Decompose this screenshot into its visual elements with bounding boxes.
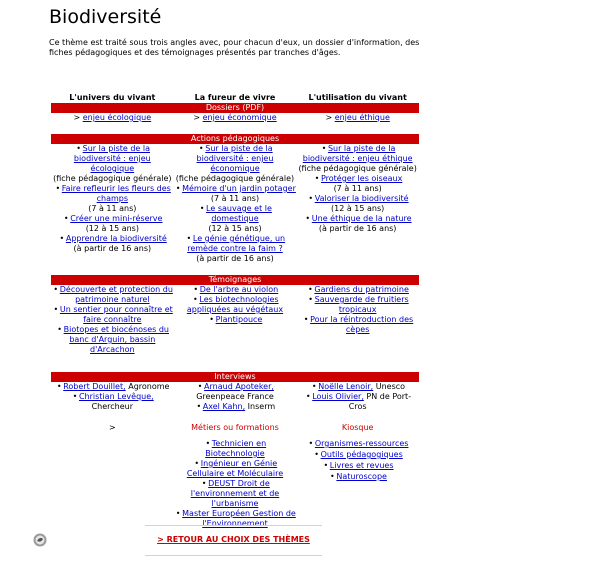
age-range: (12 à 15 ans) [331, 204, 385, 213]
globe-logo-icon [33, 533, 47, 547]
action-link[interactable]: Créer une mini-réserve [70, 214, 163, 223]
bullet-icon: • [63, 214, 69, 223]
action-link[interactable]: Sur la piste de la biodiversité : enjeu éthique [302, 144, 413, 163]
interviews-col-3 [296, 382, 419, 412]
list-item [296, 315, 419, 335]
list-link[interactable]: Master Européen Gestion de l'Environnement [182, 509, 296, 528]
dossier-cell-1: > enjeu écologique [73, 113, 152, 122]
age-range: (7 à 11 ans) [333, 184, 382, 193]
interview-link[interactable]: Axel Kahn, [202, 402, 246, 411]
bullet-icon: • [193, 295, 198, 304]
bullet-icon: • [55, 184, 61, 193]
list-link[interactable]: Sauvegarde de fruitiers tropicaux [314, 295, 409, 314]
interview-item [174, 382, 297, 402]
age-range: (à partir de 16 ans) [73, 244, 152, 253]
bullet-icon: • [205, 439, 211, 448]
age-range: (fiche pédagogique générale) [53, 174, 172, 183]
bullet-icon: • [198, 144, 204, 153]
bullet-icon: • [194, 459, 200, 468]
bullet-icon: • [314, 174, 320, 183]
bullet-icon: • [197, 382, 203, 391]
theme-table [51, 93, 419, 529]
action-item [296, 214, 419, 224]
action-link[interactable]: Le sauvage et le domestique [206, 204, 272, 223]
bullet-icon: • [175, 184, 181, 193]
action-item [51, 214, 174, 224]
list-link[interactable]: Plantipouce [215, 315, 263, 324]
interview-role: Greenpeace France [196, 392, 274, 401]
bullet-icon: • [56, 382, 62, 391]
list-link[interactable]: Gardiens du patrimoine [314, 285, 409, 294]
action-item [174, 204, 297, 224]
list-item [296, 461, 419, 471]
action-link[interactable]: Sur la piste de la biodiversité : enjeu économique [196, 144, 274, 173]
action-link[interactable]: Valoriser la biodiversité [314, 194, 409, 203]
retour-link[interactable]: > RETOUR AU CHOIX DES THÈMES [157, 535, 310, 544]
list-link[interactable]: Découverte et protection du patrimoine naturel [59, 285, 173, 304]
bullet-icon: • [193, 285, 199, 294]
bullet-icon: • [308, 439, 314, 448]
interviews-col-2 [174, 382, 297, 412]
bullet-icon: • [308, 194, 314, 203]
action-item [174, 234, 297, 254]
bullet-icon: • [59, 234, 65, 243]
interview-link[interactable]: Louis Olivier, [312, 392, 364, 401]
bullet-icon: • [209, 315, 214, 324]
list-link[interactable]: Un sentier pour connaître et faire connaître [59, 305, 173, 324]
bullet-icon: • [57, 325, 62, 334]
bullet-icon: • [303, 315, 309, 324]
list-item [296, 472, 419, 482]
column-heading-utilisation: L'utilisation du vivant [308, 93, 407, 102]
footer-divider-top [145, 525, 322, 526]
bullet-icon: • [175, 509, 181, 518]
list-link[interactable]: Ingénieur en Génie Cellulaire et Moléculaire [186, 459, 284, 478]
bullet-icon: • [305, 392, 311, 401]
bullet-icon: • [53, 285, 59, 294]
age-range: (7 à 11 ans) [88, 204, 137, 213]
list-link[interactable]: De l'arbre au violon [199, 285, 279, 294]
interview-item [296, 392, 419, 412]
action-link[interactable]: Sur la piste de la biodiversité : enjeu écologique [73, 144, 151, 173]
age-range: (à partir de 16 ans) [196, 254, 274, 263]
list-item [296, 295, 419, 315]
section-bar-dossiers: Dossiers (PDF) [51, 103, 419, 113]
list-item [296, 439, 419, 449]
action-link[interactable]: Protéger les oiseaux [320, 174, 403, 183]
actions-col-2 [174, 144, 297, 264]
interview-role: PN de Port-Cros [348, 392, 412, 411]
list-item [51, 325, 174, 355]
interview-role: Inserm [245, 402, 276, 411]
bullet-icon: • [196, 402, 202, 411]
dossier-link-ethique[interactable]: enjeu éthique [334, 113, 390, 122]
kiosque-col [296, 423, 419, 529]
footer-divider-bottom [145, 555, 322, 556]
interview-item [174, 402, 297, 412]
metiers-list [174, 439, 297, 529]
action-item [174, 144, 297, 174]
interview-role: Unesco [373, 382, 406, 391]
action-link[interactable]: Faire refleurir les fleurs des champs [61, 184, 171, 203]
kiosque-heading: Kiosque [341, 423, 374, 432]
list-item [174, 439, 297, 459]
metiers-arrow: > [108, 423, 116, 432]
action-item [174, 184, 297, 194]
bullet-icon: • [308, 295, 313, 304]
dossier-link-economique[interactable]: enjeu économique [202, 113, 277, 122]
list-link[interactable]: Outils pédagogiques [320, 450, 403, 459]
page-title: Biodiversité [49, 6, 162, 28]
temoignages-col-1 [51, 285, 174, 355]
action-item [51, 144, 174, 174]
list-link[interactable]: Livres et revues [329, 461, 394, 470]
dossier-cell-3: > enjeu éthique [325, 113, 390, 122]
bullet-icon: • [53, 305, 59, 314]
temoignages-col-3 [296, 285, 419, 355]
bullet-icon: • [201, 479, 207, 488]
list-item [51, 285, 174, 305]
bullet-icon: • [311, 382, 317, 391]
interview-item [296, 382, 419, 392]
age-range: (fiche pédagogique générale) [175, 174, 295, 183]
list-item [174, 479, 297, 509]
action-link[interactable]: Une éthique de la nature [311, 214, 412, 223]
interview-item [51, 392, 174, 412]
list-item [174, 459, 297, 479]
dossier-cell-2: > enjeu économique [193, 113, 277, 122]
interview-link[interactable]: Arnaud Apoteker, [204, 382, 274, 391]
interview-role: Agronome [125, 382, 170, 391]
metiers-heading: Métiers ou formations [191, 423, 279, 432]
list-link[interactable]: Naturoscope [336, 472, 387, 481]
bullet-icon: • [305, 214, 311, 223]
action-item [51, 234, 174, 244]
list-link[interactable]: Pour la réintroduction des cèpes [310, 315, 414, 334]
action-item [51, 184, 174, 204]
bullet-icon: • [330, 472, 335, 481]
age-range: (fiche pédagogique générale) [298, 164, 417, 173]
bullet-icon: • [321, 144, 327, 153]
temoignages-col-2 [174, 285, 297, 355]
age-range: (12 à 15 ans) [208, 224, 262, 233]
dossier-link-ecologique[interactable]: enjeu écologique [82, 113, 152, 122]
section-bar-actions: Actions pédagogiques [51, 134, 419, 144]
age-range: (7 à 11 ans) [210, 194, 260, 203]
action-link[interactable]: Mémoire d'un jardin potager [182, 184, 296, 193]
column-heading-univers: L'univers du vivant [69, 93, 156, 102]
action-item [296, 194, 419, 204]
list-item [51, 305, 174, 325]
action-link[interactable]: Apprendre la biodiversité [65, 234, 167, 243]
bullet-icon: • [323, 461, 329, 470]
interview-link[interactable]: Christian Levêque, [78, 392, 154, 401]
actions-col-1 [51, 144, 174, 264]
list-item [174, 295, 297, 315]
bullet-icon: • [72, 392, 78, 401]
section-bar-interviews: Interviews [51, 372, 419, 382]
interview-role: Chercheur [91, 402, 134, 411]
list-item [174, 285, 297, 295]
metiers-col [174, 423, 297, 529]
section-bar-temoignages: Témoignages [51, 275, 419, 285]
bullet-icon: • [76, 144, 81, 153]
list-item [296, 450, 419, 460]
list-link[interactable]: DEUST Droit de l'environnement et de l'urbanisme [190, 479, 280, 508]
list-link[interactable]: Les biotechnologies appliquées au végétaux [186, 295, 284, 314]
interview-link[interactable]: Noëlle Lenoir, [318, 382, 374, 391]
action-link[interactable]: Le génie génétique, un remède contre la faim ? [187, 234, 286, 253]
intro-text: Ce thème est traité sous trois angles avec, pour chacun d'eux, un dossier d'information, des fiches pédagogiques et des témoignages présentés par tranches d'âges. [49, 38, 420, 57]
kiosque-list [296, 439, 419, 482]
bullet-icon: • [314, 450, 319, 459]
bullet-icon: • [186, 234, 192, 243]
interviews-col-1 [51, 382, 174, 412]
interview-item [51, 382, 174, 392]
list-link[interactable]: Biotopes et biocénoses du banc d'Arguin, bassin d'Arcachon [63, 325, 170, 354]
column-heading-fureur: La fureur de vivre [194, 93, 276, 102]
age-range: (12 à 15 ans) [85, 224, 139, 233]
interview-link[interactable]: Robert Douillet, [63, 382, 126, 391]
list-item [296, 285, 419, 295]
list-link[interactable]: Organismes-ressources [314, 439, 409, 448]
list-item [174, 315, 297, 325]
bullet-icon: • [199, 204, 205, 213]
age-range: (à partir de 16 ans) [318, 224, 397, 233]
bullet-icon: • [308, 285, 313, 294]
list-link[interactable]: Technicien en Biotechnologie [205, 439, 267, 458]
list-item [174, 509, 297, 529]
actions-col-3 [296, 144, 419, 264]
action-item [296, 144, 419, 164]
action-item [296, 174, 419, 184]
